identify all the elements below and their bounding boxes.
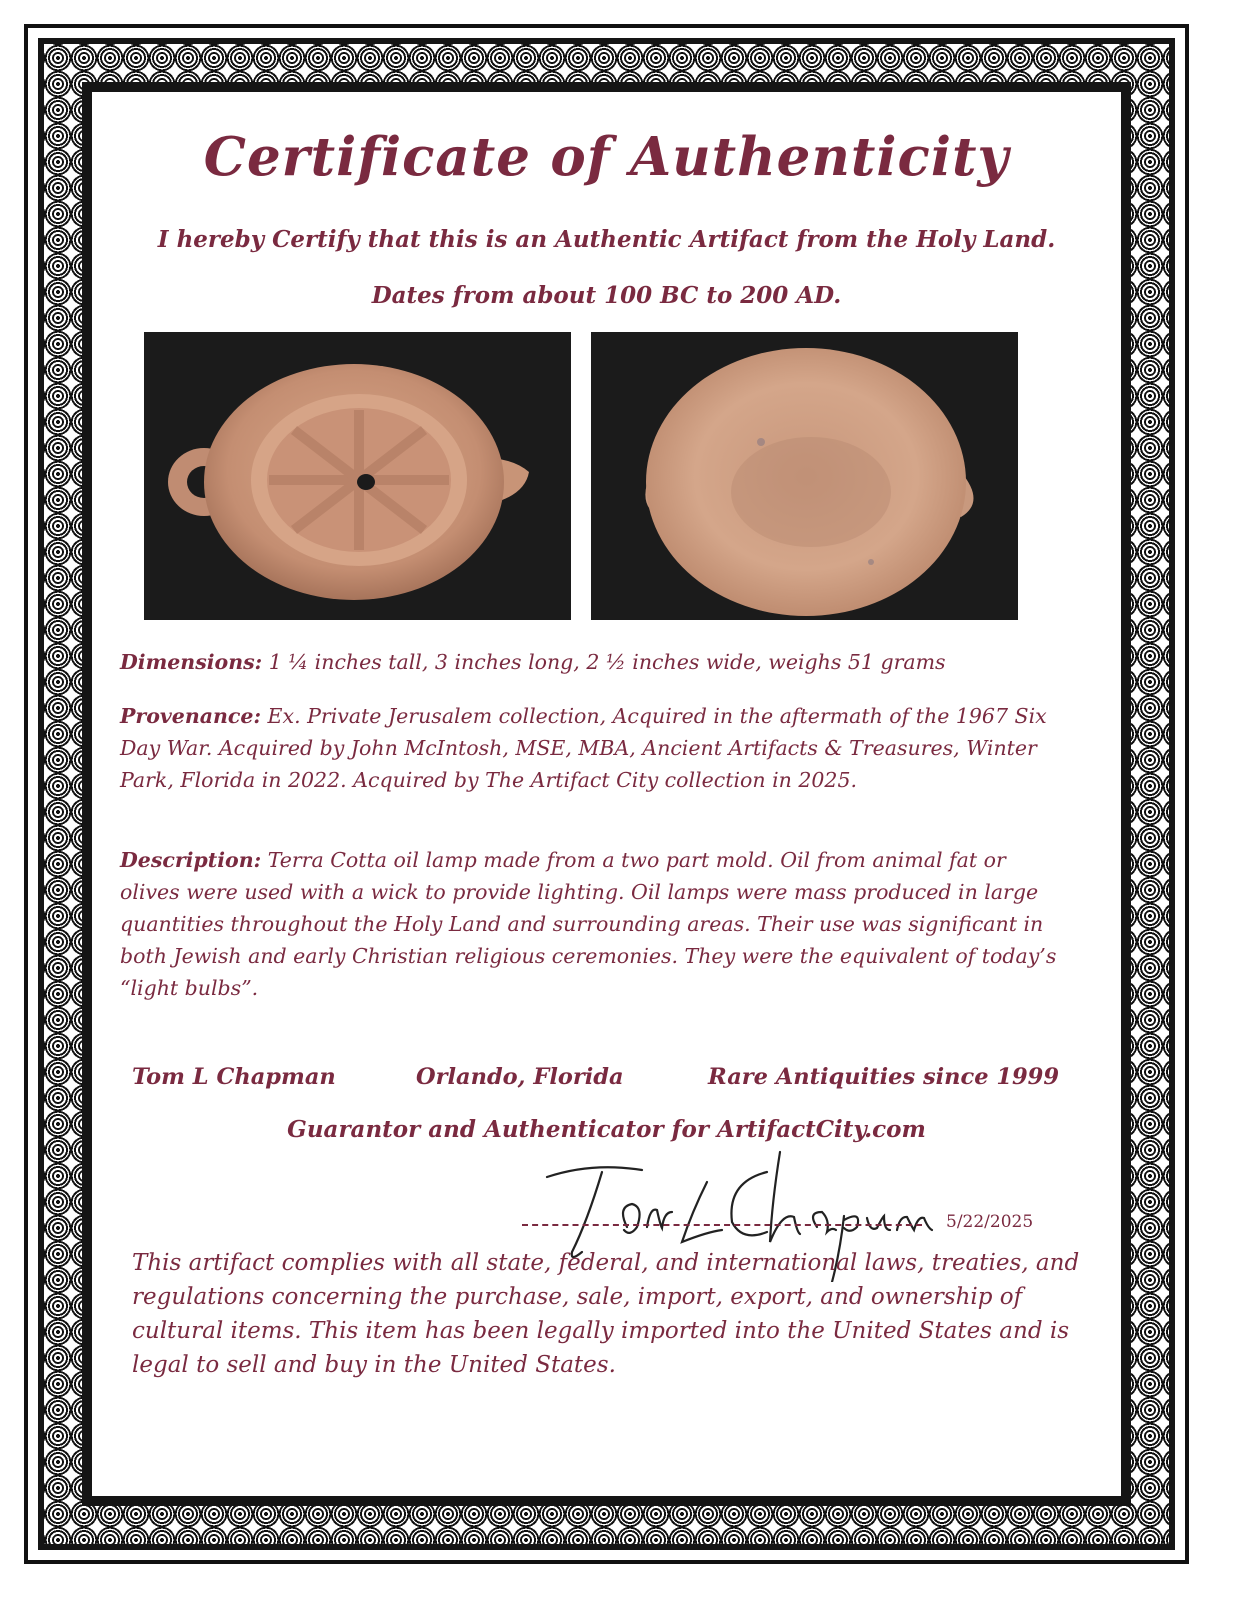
oil-lamp-top-view-icon [144,332,571,620]
signer-name: Tom L Chapman [132,1064,336,1090]
sign-date: 5/22/2025 [946,1212,1034,1232]
lamp-top-photo [144,332,571,620]
signature-line [522,1224,922,1226]
certificate-title: Certificate of Authenticity [203,126,1010,188]
certificate-body [92,92,1121,1496]
lamp-bottom-photo [591,332,1018,620]
legal-statement: This artifact complies with all state, federal, and international laws, treaties, and regulations concerning the purchase, sale, import, export, and ownership of cultural items. This item has been legally imported into the United States and is legal to sell and buy in the United States. [132,1250,1080,1378]
oil-lamp-bottom-view-icon [591,332,1018,620]
description-text: Terra Cotta oil lamp made from a two part mold. Oil from animal fat or olives were used with a wick to provide lighting. Oil lamps were mass produced in large quantities throughout the Holy Land and surrounding areas. Their use was significant in both Jewish and early Christian religious ceremonies. They were the equivalent of today’s “light bulbs”. [120,848,1057,1000]
certify-line: I hereby Certify that this is an Authentic Artifact from the Holy Land. [157,226,1056,253]
dimensions-label: Dimensions: [120,650,263,674]
provenance-paragraph [120,700,1060,796]
signer-tagline: Rare Antiquities since 1999 [708,1064,1059,1090]
provenance-text: Ex. Private Jerusalem collection, Acquired in the aftermath of the 1967 Six Day War. Acquired by John McIntosh, MSE, MBA, Ancient Artifacts & Treasures, Winter Park, Florida in 2022. Acquired by The Artifact City collection in 2025. [120,704,1047,792]
signer-location: Orlando, Florida [416,1064,624,1090]
description-paragraph [120,844,1060,1004]
guarantor-line: Guarantor and Authenticator for ArtifactCity.com [287,1116,926,1143]
description-label: Description: [120,848,262,872]
provenance-label: Provenance: [120,704,262,728]
dates-line: Dates from about 100 BC to 200 AD. [371,282,842,309]
dimensions-text: 1 ¼ inches tall, 3 inches long, 2 ½ inches wide, weighs 51 grams [262,650,946,674]
dimensions-paragraph [120,646,1060,678]
